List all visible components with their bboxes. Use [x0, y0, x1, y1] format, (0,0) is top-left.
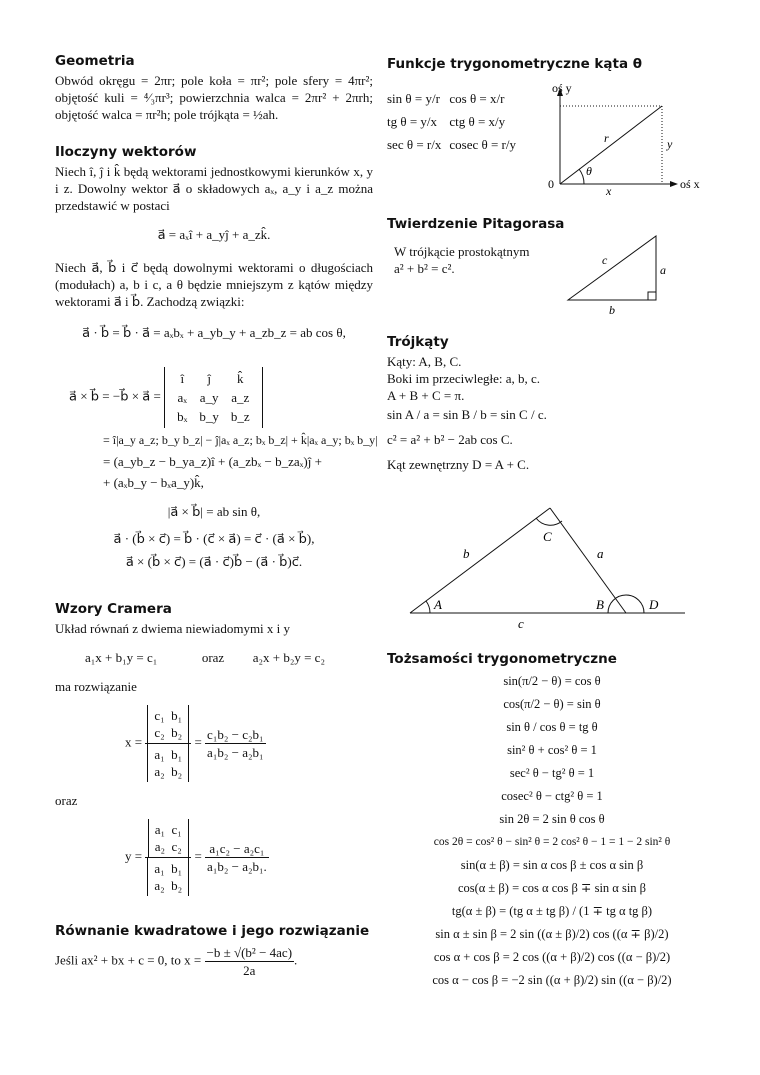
dot-product-eq: a⃗ · b⃗ = b⃗ · a⃗ = aₓbₓ + a_yb_y + a_zb_z = ab cos θ, [82, 325, 346, 340]
cramer-intro: Układ równań z dwiema niewiadomymi x i y [55, 621, 291, 636]
right-triangle [568, 236, 656, 300]
identity-line: sin² θ + cos² θ = 1 [507, 743, 597, 757]
vertex-c-label: C [543, 529, 552, 544]
hyp-label: c [602, 253, 608, 267]
det-cell: b₂ [171, 878, 183, 893]
pythagoras-text1: W trójkącie prostokątnym [394, 244, 530, 259]
identity-line: cos 2θ = cos² θ − sin² θ = 2 cos² θ − 1 = 1 − 2 sin² θ [433, 836, 671, 848]
cross-result-2: + (aₓb_y − bₓa_y)k̂, [103, 475, 204, 490]
trig-def: cos θ = x/r [449, 91, 505, 106]
origin-label: 0 [548, 177, 554, 191]
cramer-x-formula: x = c₁ b₁ c₂ b₂ a₁ b₁ a₂ b₂ = $\frac{\text{c₁b₂ − c₂b₁}}{\text{a₁b₂ − a₂b₁}}$ [125, 705, 373, 782]
pythagoras-title: Twierdzenie Pitagorasa [387, 216, 565, 232]
det-cell: c₂ [154, 725, 165, 740]
identity-line: cosec² θ − ctg² θ = 1 [501, 789, 603, 803]
identity-line: sin θ / cos θ = tg θ [506, 720, 598, 734]
side-a-label: a [597, 546, 604, 561]
quadratic-title: Równanie kwadratowe i jego rozwiązanie [55, 923, 370, 939]
cramer-oraz: oraz [201, 650, 225, 665]
triangles-angles: Kąty: A, B, C. [387, 354, 462, 369]
x-side-label: x [606, 184, 612, 196]
identity-line: sin 2θ = 2 sin θ cos θ [499, 812, 605, 826]
identity-line: cos α + cos β = 2 cos ((α + β)/2) cos ((α − β)/2) [433, 950, 671, 964]
exterior-angle: Kąt zewnętrzny D = A + C. [387, 457, 530, 472]
bac-cab-eq: a⃗ × (b⃗ × c⃗) = (a⃗ · c⃗)b⃗ − (a⃗ · b⃗)c⃗. [125, 554, 303, 569]
cramer-has-solution: ma rozwiązanie [55, 679, 137, 694]
triple-product-eq: a⃗ · (b⃗ × c⃗) = b⃗ · (c⃗ × a⃗) = c⃗ · (a⃗ × b⃗), [113, 531, 315, 546]
y-label: y = [125, 848, 143, 864]
axis-x-label: oś x [680, 177, 700, 191]
vector-decomposition-eq: a⃗ = aₓî + a_yĵ + a_zk̂. [157, 227, 271, 242]
det-cell: a₁ [154, 861, 165, 876]
trig-def: ctg θ = x/y [449, 114, 506, 129]
quadratic-fraction [205, 944, 295, 979]
y-det-fraction [145, 819, 191, 896]
geometry-section [55, 52, 373, 123]
axis-y-label: oś y [552, 81, 572, 95]
det-cell: a₂ [154, 839, 166, 854]
det-cell: î [180, 371, 185, 386]
vertex-a-label: A [434, 597, 442, 612]
vertex-b-label: B [596, 597, 604, 612]
vectors-intro: Niech î, ĵ i k̂ będą wektorami jednostkowymi kierunków x, y i z. Dowolny wektor a⃗ o składowych aₓ, a_y i a_z można przedstawić w postaci [55, 164, 373, 213]
trig-def: sin θ = y/r [387, 91, 440, 106]
vectors-intro2: Niech a⃗, b⃗ i c⃗ będą dowolnymi wektorami o długościach (modułach) a, b i c, a θ będzie mniejszym z kątów między wektorami a⃗ i b⃗. Zachodzą związki: [55, 260, 373, 309]
det-cell: b₂ [171, 725, 183, 740]
det-cell: k̂ [237, 371, 244, 386]
y-expanded-fraction [205, 840, 269, 875]
triangles-section [387, 333, 717, 473]
cross-magnitude-eq: |a⃗ × b⃗| = ab sin θ, [167, 504, 261, 519]
geometry-text: Obwód okręgu = 2πr; pole koła = πr²; pole sfery = 4πr²; objętość kuli = ⁴⁄₃πr³; powierzchnia walca = 2πr² + 2πrh; objętość walca = πr²h; pole trójkąta = ½ah. [55, 73, 373, 122]
det-cell: c₂ [171, 839, 182, 854]
det-cell: a₁ [154, 747, 165, 762]
side-a [550, 508, 626, 613]
side-b [410, 508, 550, 613]
trig-def: sec θ = r/x [387, 137, 442, 152]
quadratic-section [55, 922, 373, 979]
quadratic-den: 2a [243, 963, 256, 978]
theta-label: θ [586, 164, 592, 178]
x-expanded-fraction [205, 726, 266, 761]
x-label: x = [125, 734, 143, 750]
triangle-diagram [400, 498, 695, 633]
identities-title: Tożsamości trygonometryczne [387, 651, 617, 667]
triangles-title: Trójkąty [387, 334, 449, 350]
x-den: a₁b₂ − a₂b₁ [207, 745, 264, 760]
cross-result-1: = (a_yb_z − b_ya_z)î + (a_zbₓ − b_zaₓ)ĵ + [103, 454, 322, 469]
identity-line: cos(π/2 − θ) = sin θ [503, 697, 601, 711]
cramer-section [55, 600, 373, 896]
x-axis-arrow-icon [670, 181, 678, 187]
det-cell: b₁ [171, 708, 183, 723]
y-den: a₁b₂ − a₂b₁. [207, 859, 267, 874]
r-label: r [604, 131, 609, 145]
geometry-title: Geometria [55, 53, 135, 69]
cramer-eq1: a₁x + b₁y = c₁ [85, 650, 158, 665]
cosine-law: c² = a² + b² − 2ab cos C. [387, 432, 513, 447]
side-a-label: a [660, 263, 666, 277]
vectors-title: Iloczyny wektorów [55, 144, 197, 160]
trig-def: tg θ = y/x [387, 114, 438, 129]
side-c-label: c [518, 616, 524, 631]
identity-line: sin α ± sin β = 2 sin ((α ± β)/2) cos ((α ∓ β)/2) [435, 927, 669, 941]
identity-line: cos α − cos β = −2 sin ((α + β)/2) sin ((α − β)/2) [432, 973, 672, 987]
radius-line [560, 106, 662, 184]
pythagoras-diagram [560, 230, 675, 318]
det-cell: c₁ [154, 708, 165, 723]
cramer-y-formula: y = a₁ c₁ a₂ c₂ a₁ b₁ a₂ b₂ = $\frac{\text{a₁c₂ − a₂c₁}}{\text{a₁b₂ − a₂b₁.}}$ [125, 819, 373, 896]
det-cell: a₂ [154, 764, 165, 779]
x-det-fraction [145, 705, 191, 782]
cramer-eq2: a₂x + b₂y = c₂ [252, 650, 325, 665]
det-cell: b₁ [171, 861, 183, 876]
right-angle-mark [648, 292, 656, 300]
sine-law: sin A / a = sin B / b = sin C / c. [387, 407, 547, 422]
vectors-section [55, 143, 378, 570]
det-cell: a₂ [154, 878, 165, 893]
det-cell: a₁ [154, 822, 166, 837]
det-cell: b₂ [171, 764, 183, 779]
identities-section [387, 650, 717, 992]
identity-line: tg(α ± β) = (tg α ± tg β) / (1 ∓ tg α tg β) [451, 904, 653, 918]
trig-diagram [540, 78, 715, 196]
quadratic-text: Jeśli ax² + bx + c = 0, to x = [55, 952, 202, 968]
identity-line: sec² θ − tg² θ = 1 [509, 766, 595, 780]
cramer-system [85, 649, 373, 666]
x-num: c₁b₂ − c₂b₁ [207, 727, 264, 742]
det-cell: ĵ [207, 371, 211, 386]
side-b-label: b [463, 546, 470, 561]
y-num: a₁c₂ − a₂c₁ [205, 840, 269, 858]
det-cell: aₓ [177, 390, 188, 405]
det-cell: a_z [231, 390, 250, 405]
det-cell: b₁ [171, 747, 183, 762]
cross-product-eq [69, 367, 373, 428]
det-cell: a_y [199, 390, 219, 405]
triangles-sides: Boki im przeciwległe: a, b, c. [387, 371, 541, 386]
left-column [55, 52, 378, 993]
cross-expansion: = î|a_y a_z; b_y b_z| − ĵ|aₓ a_z; bₓ b_z| + k̂|aₓ a_y; bₓ b_y| [103, 433, 378, 447]
quadratic-num: −b ± √(b² − 4ac) [206, 945, 293, 960]
det-cell: b_y [199, 409, 219, 424]
trig-functions-title: Funkcje trygonometryczne kąta θ [387, 56, 643, 72]
identity-line: sin(π/2 − θ) = cos θ [503, 674, 601, 688]
side-b-label: b [609, 303, 615, 317]
identity-line: sin(α ± β) = sin α cos β ± cos α sin β [460, 858, 644, 872]
quadratic-formula: Jeśli ax² + bx + c = 0, to x = $\frac{\text{−b ± √(b² − 4ac)}}{2a}$ . [55, 945, 298, 978]
det-cell: c₁ [171, 822, 182, 837]
angle-d-arc [608, 595, 644, 613]
y-side-label: y [667, 137, 673, 151]
trig-def: cosec θ = r/y [449, 137, 516, 152]
trig-functions-table [387, 87, 524, 156]
angle-d-label: D [649, 597, 659, 612]
cramer-title: Wzory Cramera [55, 601, 172, 617]
identity-line: cos(α ± β) = cos α cos β ∓ sin α sin β [457, 881, 647, 895]
triangles-sum: A + B + C = π. [387, 388, 465, 403]
det-cell: bₓ [177, 409, 188, 424]
cramer-oraz-2: oraz [55, 793, 78, 808]
det-cell: b_z [230, 409, 250, 424]
pythagoras-text2: a² + b² = c². [394, 261, 455, 276]
theta-arc [579, 169, 584, 184]
angle-a-arc [426, 601, 430, 613]
cross-determinant [164, 367, 263, 428]
cross-lhs: a⃗ × b⃗ = −b⃗ × a⃗ = [69, 388, 161, 404]
